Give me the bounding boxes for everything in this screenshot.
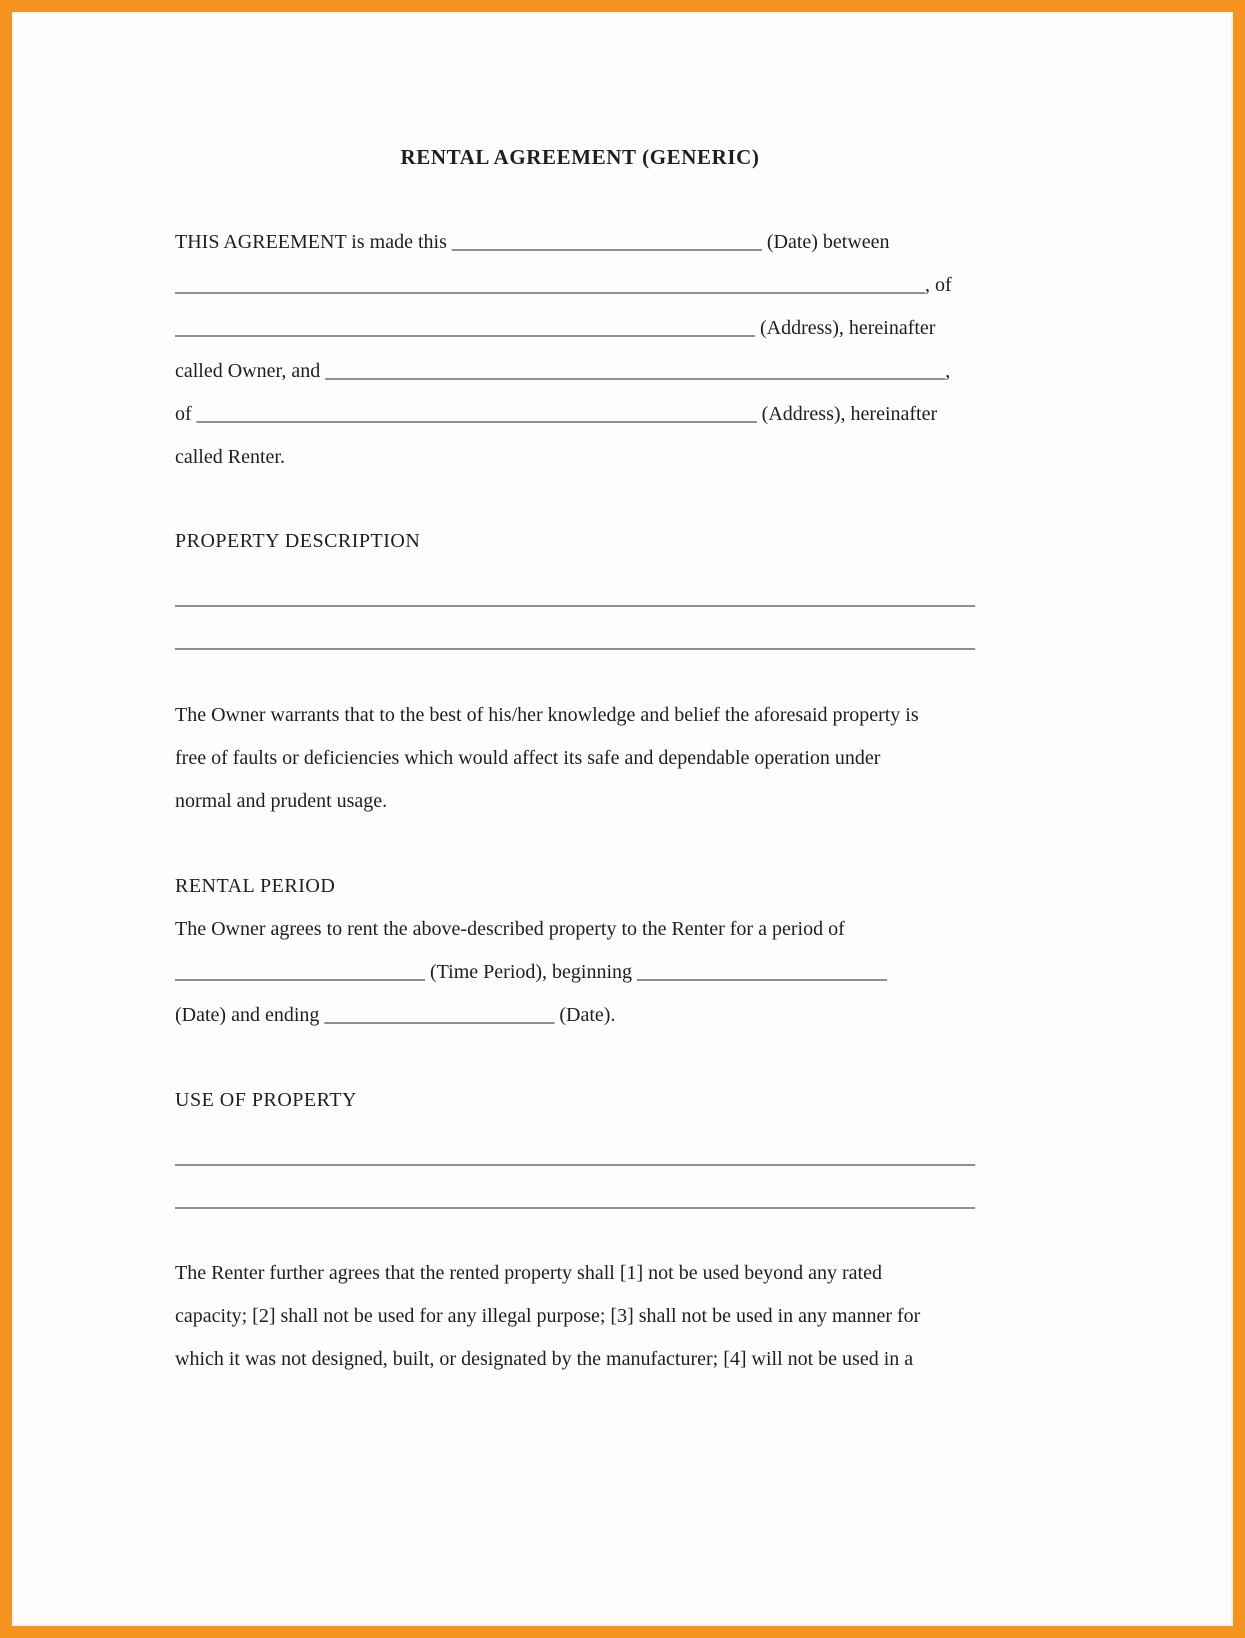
warranty-line: normal and prudent usage. (175, 790, 388, 812)
rental-agreement-document (12, 12, 1233, 1381)
form-line-called-renter: called Renter. (175, 446, 285, 468)
warranty-paragraph (175, 694, 985, 823)
blank-line: ________________________________________________________________________________ (175, 1189, 975, 1211)
form-line-date-between: THIS AGREEMENT is made this _______________________________ (Date) between (175, 231, 890, 253)
blank-line: ________________________________________________________________________________ (175, 630, 975, 652)
renter-terms-line: which it was not designed, built, or designated by the manufacturer; [4] will not be used in a (175, 1348, 914, 1370)
form-line-owner-name: ___________________________________________________________________________, of (175, 274, 952, 296)
blank-line: ________________________________________________________________________________ (175, 587, 975, 609)
renter-terms-line: capacity; [2] shall not be used for any illegal purpose; [3] shall not be used in any manner for (175, 1305, 921, 1327)
warranty-line: free of faults or deficiencies which would affect its safe and dependable operation under (175, 747, 881, 769)
renter-terms-paragraph (175, 1252, 985, 1381)
document-title: RENTAL AGREEMENT (GENERIC) (400, 145, 760, 169)
form-line-owner-address: __________________________________________________________ (Address), hereinafter (175, 317, 936, 339)
section-property-description (175, 520, 985, 663)
rental-period-line: The Owner agrees to rent the above-described property to the Renter for a period of (175, 918, 845, 940)
section-heading-rental-period: RENTAL PERIOD (175, 875, 336, 897)
rental-period-line-dates: (Date) and ending _______________________ (Date). (175, 1004, 616, 1026)
form-line-renter-address: of ________________________________________________________ (Address), hereinafter (175, 403, 938, 425)
blank-line: ________________________________________________________________________________ (175, 1146, 975, 1168)
warranty-line: The Owner warrants that to the best of his/her knowledge and belief the aforesaid property is (175, 704, 919, 726)
section-use-of-property (175, 1079, 985, 1222)
section-heading-use-of-property: USE OF PROPERTY (175, 1089, 357, 1111)
section-rental-period (175, 865, 985, 1037)
agreement-intro-paragraph (175, 221, 985, 479)
section-heading-property-description: PROPERTY DESCRIPTION (175, 530, 421, 552)
renter-terms-line: The Renter further agrees that the rented property shall [1] not be used beyond any rated (175, 1262, 882, 1284)
rental-period-line-time-period: _________________________ (Time Period), beginning _________________________ (175, 961, 888, 983)
form-line-renter-name: called Owner, and ______________________________________________________________, (175, 360, 951, 382)
